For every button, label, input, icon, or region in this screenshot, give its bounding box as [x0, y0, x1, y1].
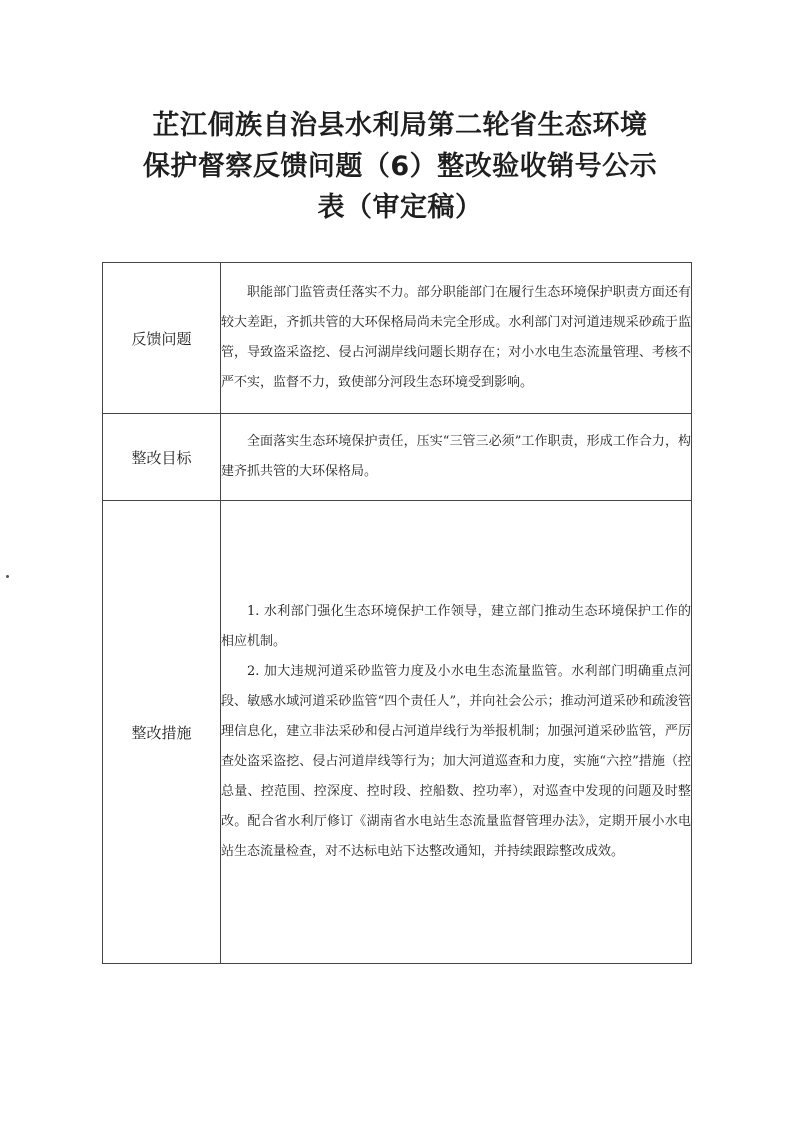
scan-dot-mark [6, 575, 9, 578]
feedback-label: 反馈问题 [103, 263, 221, 414]
document-title [100, 105, 700, 228]
table-row-measures [103, 501, 692, 964]
goal-content [221, 414, 692, 501]
measures-content [221, 501, 692, 964]
table-row-goal [103, 414, 692, 501]
title-line-2: 保护督察反馈问题（6）整改验收销号公示 [142, 151, 658, 182]
goal-label: 整改目标 [103, 414, 221, 501]
title-line-1: 芷江侗族自治县水利局第二轮省生态环境 [152, 110, 648, 141]
table-row-feedback [103, 263, 692, 414]
measures-paragraph-2: 2. 加大违规河道采砂监管力度及小水电生态流量监管。水利部门明确重点河段、敏感水域河道采砂监管“四个责任人”，并向社会公示；推动河道采砂和疏浚管理信息化，建立非法采砂和侵占河道岸线行为举报机制；加强河道采砂监管，严厉查处盗采盗挖、侵占河道岸线等行为；加大河道巡查和力度，实施“六控”措施（控总量、控范围、控深度、控时段、控船数、控功率），对巡查中发现的问题及时整改。配合省水利厅修订《湖南省水电站生态流量监督管理办法》，定期开展小水电站生态流量检查，对不达标电站下达整改通知，并持续跟踪整改成效。 [221, 664, 691, 859]
title-line-3: 表（审定稿） [317, 192, 483, 223]
goal-paragraph: 全面落实生态环境保护责任，压实“三管三必须”工作职责，形成工作合力，构建齐抓共管的大环保格局。 [221, 434, 691, 479]
feedback-content [221, 263, 692, 414]
measures-label: 整改措施 [103, 501, 221, 964]
rectification-table [102, 262, 692, 964]
measures-paragraph-1: 1. 水利部门强化生态环境保护工作领导，建立部门推动生态环境保护工作的相应机制。 [221, 604, 691, 649]
feedback-paragraph: 职能部门监管责任落实不力。部分职能部门在履行生态环境保护职责方面还有较大差距，齐抓共管的大环保格局尚未完全形成。水利部门对河道违规采砂疏于监管，导致盗采盗挖、侵占河湖岸线问题长期存在；对小水电生态流量管理、考核不严不实，监督不力，致使部分河段生态环境受到影响。 [221, 285, 691, 390]
